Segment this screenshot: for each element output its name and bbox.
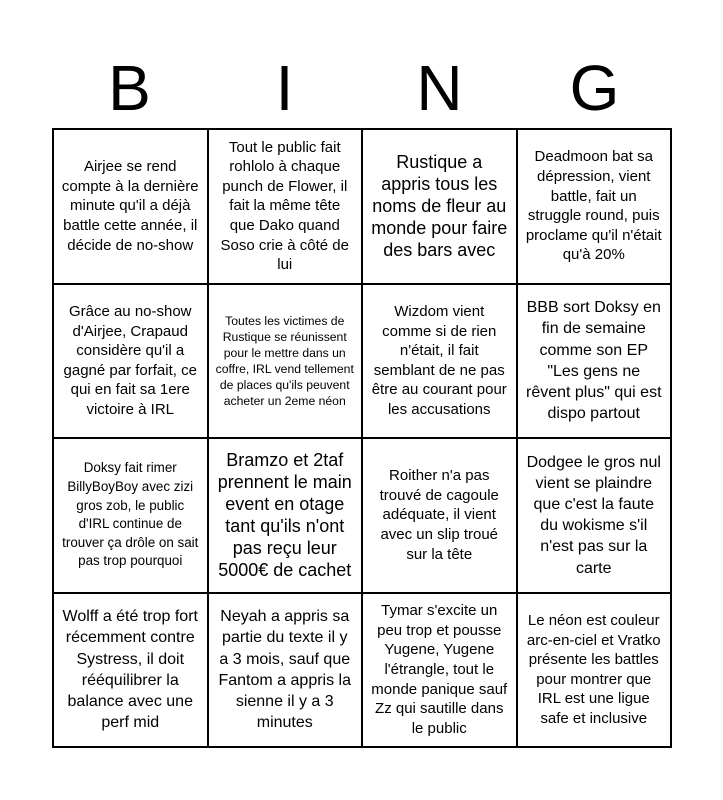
bingo-cell-12[interactable] [517,438,672,593]
bingo-cell-text: Le néon est couleur arc-en-ciel et Vratko présente les battles pour montrer que IRL est une ligue safe et inclusive [526,611,661,727]
bingo-cell-text: Rustique a appris tous les noms de fleur au monde pour faire des bars avec [371,152,508,261]
bingo-cell-text: Tymar s'excite un peu trop et pousse Yugene, Yugene l'étrangle, tout le monde panique sauf Zz qui sautille dans le public [371,602,508,737]
header-letter-b: B [108,52,151,124]
bingo-cell-1[interactable] [53,129,208,284]
bingo-cell-10[interactable] [208,438,363,593]
bingo-cell-text: Wolff a été trop fort récemment contre Systress, il doit rééquilibrer la balance avec une perf mid [62,608,198,732]
bingo-cell-4[interactable] [517,129,672,284]
bingo-cell-15[interactable] [362,593,517,748]
bingo-cell-text: Neyah a appris sa partie du texte il y a 3 mois, sauf que Fantom a appris la sienne il y a 3 minutes [218,608,351,732]
bingo-cell-text: BBB sort Doksy en fin de semaine comme son EP "Les gens ne rêvent plus" qui est dispo partout [525,299,662,423]
bingo-cell-13[interactable] [53,593,208,748]
bingo-cell-7[interactable] [362,284,517,439]
bingo-cell-text: Wizdom vient comme si de rien n'était, il fait semblant de ne pas être au courant pour les accusations [371,302,507,418]
bingo-cell-text: Dodgee le gros nul vient se plaindre que c'est la faute du wokisme s'il n'est pas sur la carte [526,453,661,577]
bingo-cell-text: Airjee se rend compte à la dernière minute qu'il a déjà battle cette année, il décide de no-show [61,158,199,254]
header-letter-i: I [275,52,294,124]
bingo-cell-text: Deadmoon bat sa dépression, vient battle, fait un struggle round, puis proclame qu'il n'était qu'à 20% [525,148,662,264]
bingo-grid [52,128,672,748]
bingo-cell-2[interactable] [208,129,363,284]
bingo-cell-text: Grâce au no-show d'Airjee, Crapaud considère qu'il a gagné par forfait, ce qui en fait sa 1ere victoire à IRL [63,302,197,418]
bingo-cell-16[interactable] [517,593,672,748]
bingo-cell-3[interactable] [362,129,517,284]
bingo-cell-8[interactable] [517,284,672,439]
bingo-header [52,50,672,126]
bingo-cell-text: Doksy fait rimer BillyBoyBoy avec zizi gros zob, le public d'IRL continue de trouver ça drôle on sait pas trop pourquoi [62,460,199,569]
bingo-cell-5[interactable] [53,284,208,439]
header-letter-g: G [569,52,620,124]
bingo-cell-text: Bramzo et 2taf prennent le main event en otage tant qu'ils n'ont pas reçu leur 5000€ de cachet [217,450,352,581]
bingo-cell-text: Roither n'a pas trouvé de cagoule adéquate, il vient avec un slip troué sur la tête [379,467,499,563]
bingo-cell-14[interactable] [208,593,363,748]
bingo-cell-text: Toutes les victimes de Rustique se réunissent pour le mettre dans un coffre, IRL vend tellement de places qu'ils peuvent acheter un 2eme néon [215,313,354,408]
bingo-cell-11[interactable] [362,438,517,593]
bingo-cell-text: Tout le public fait rohlolo à chaque punch de Flower, il fait la même tête que Dako quand Soso crie à côté de lui [220,138,349,274]
bingo-cell-6[interactable] [208,284,363,439]
header-letter-n: N [416,52,463,124]
bingo-cell-9[interactable] [53,438,208,593]
